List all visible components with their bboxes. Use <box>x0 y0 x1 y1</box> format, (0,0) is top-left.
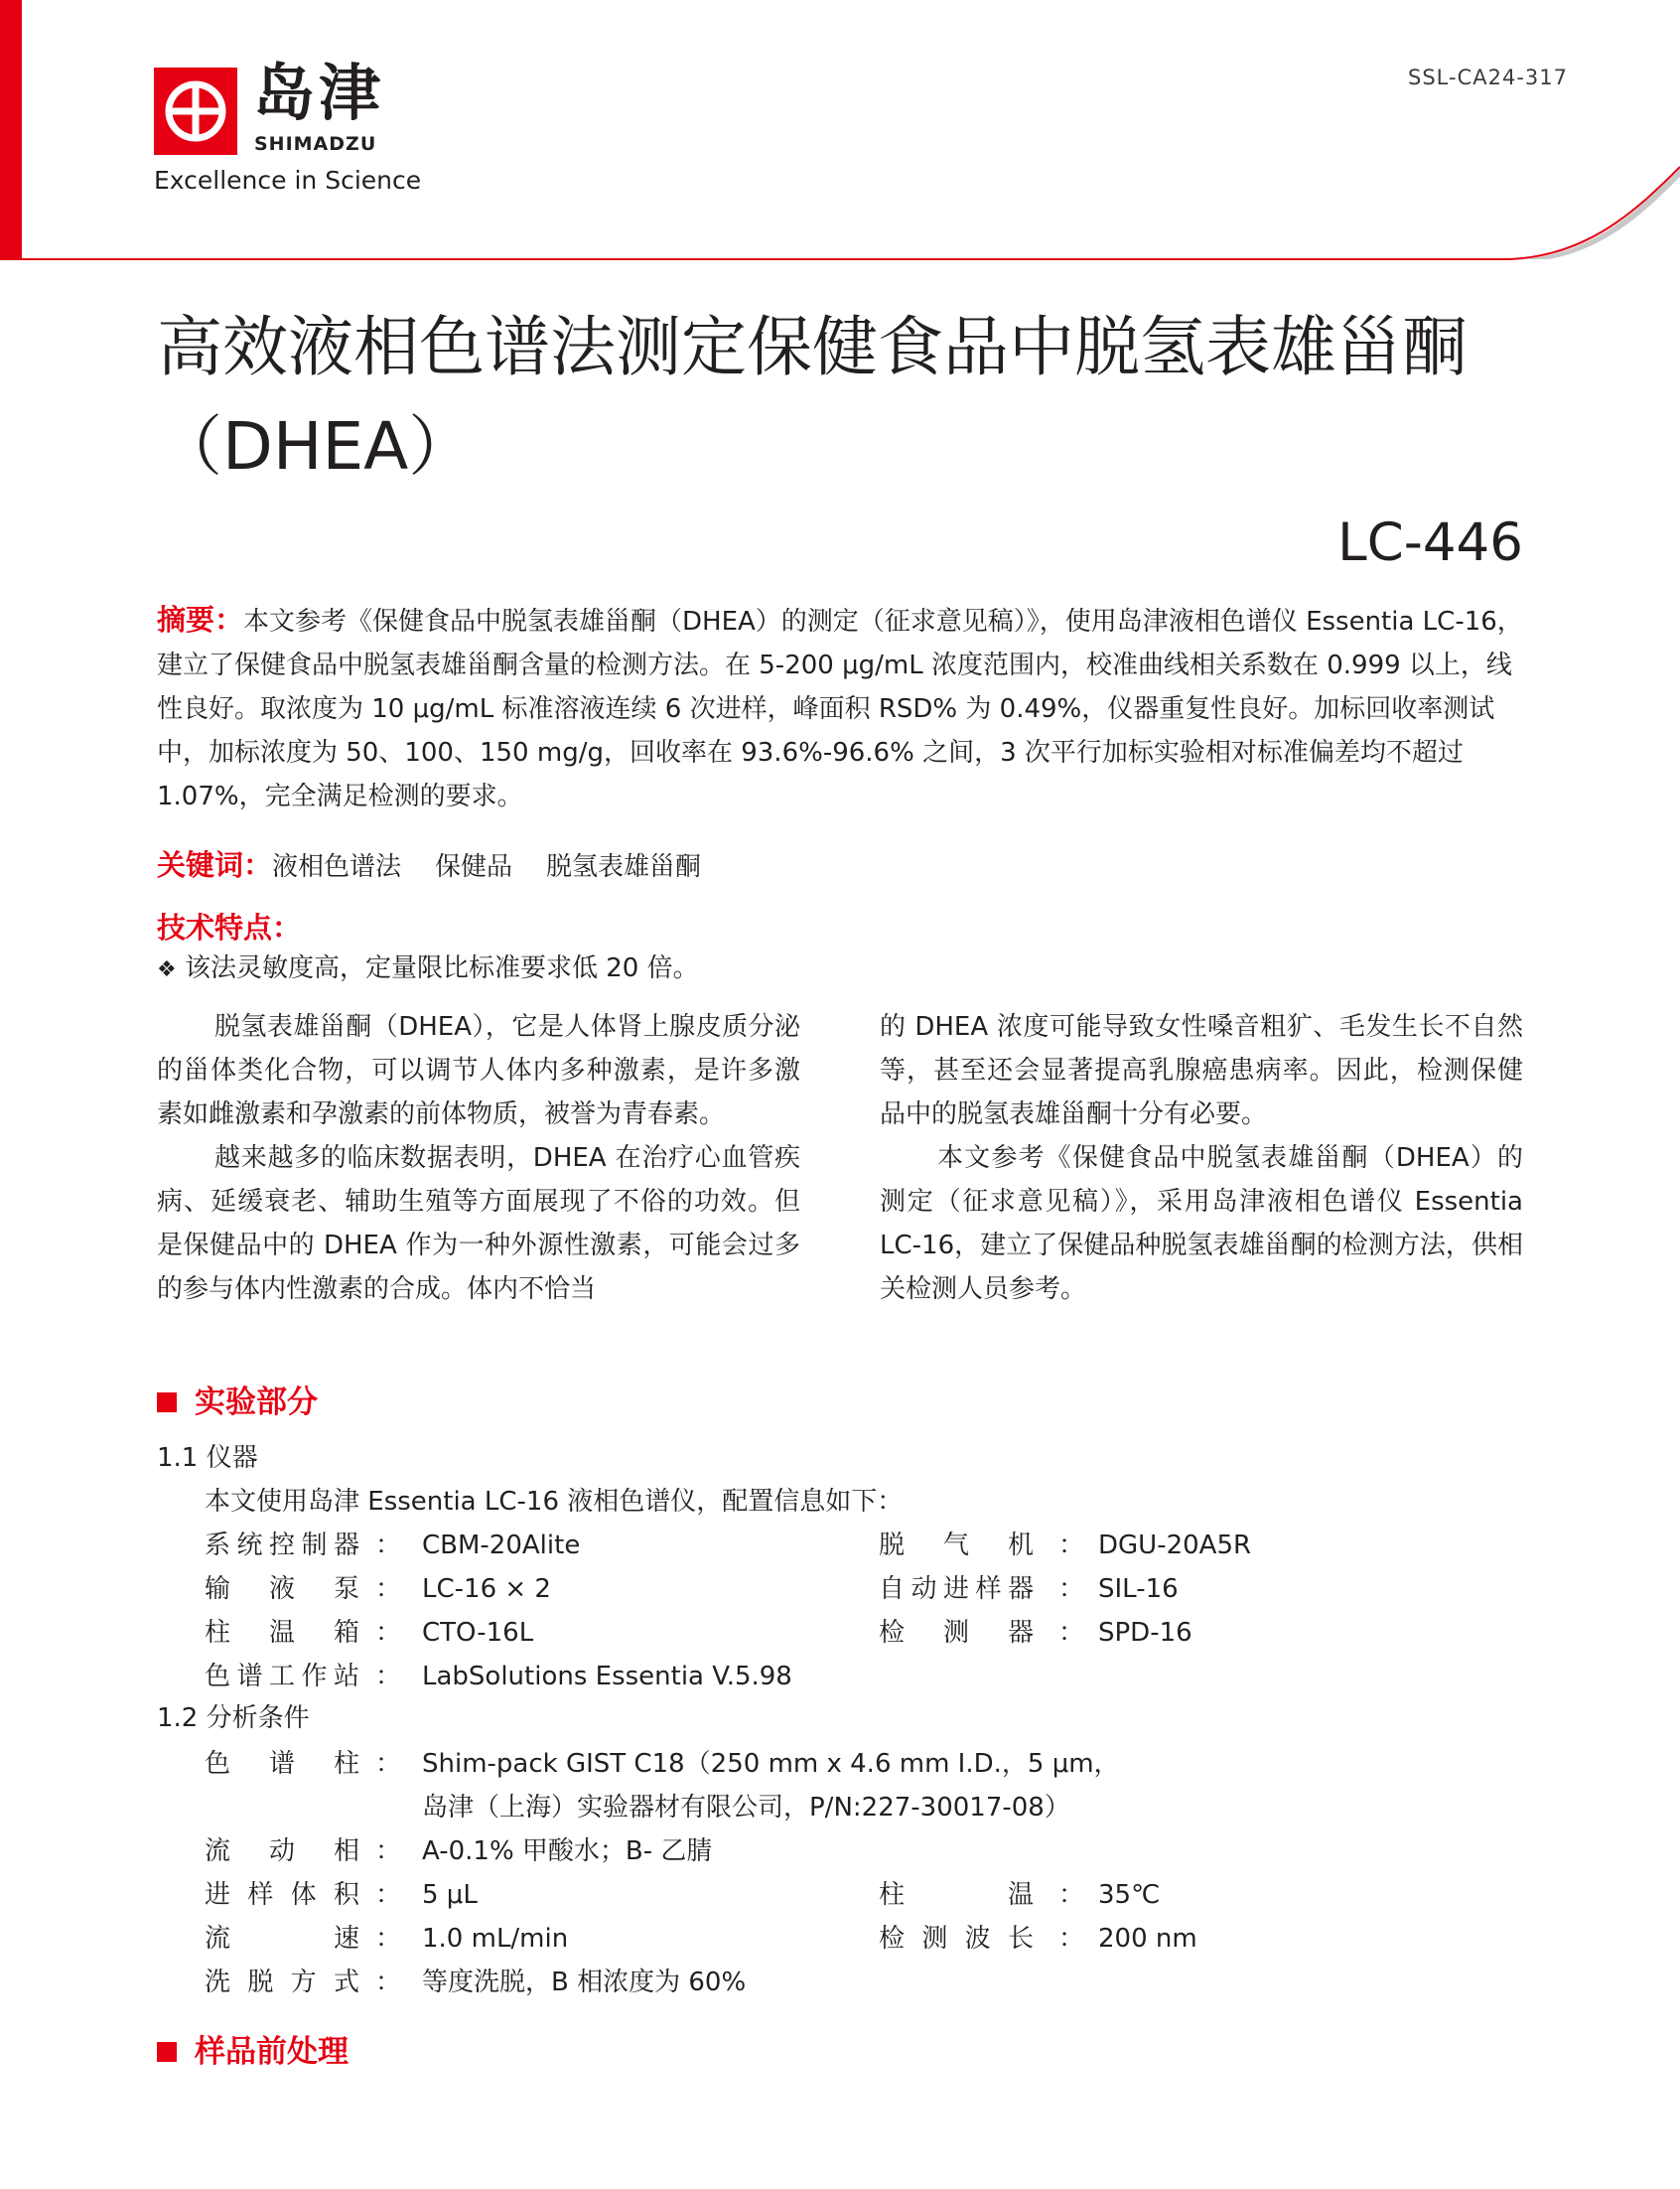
config-label: 进样体积 <box>205 1880 359 1910</box>
config-colon: ： <box>375 1968 402 1997</box>
config-value: LC-16 × 2 <box>422 1574 551 1604</box>
intro-left-column <box>157 1005 800 1311</box>
config-value: LabSolutions Essentia V.5.98 <box>422 1662 792 1691</box>
config-value: 岛津（上海）实验器材有限公司，P/N:227-30017-08） <box>422 1793 1070 1823</box>
config-label: 洗脱方式 <box>205 1968 359 1997</box>
config-label: 流动相 <box>205 1836 359 1866</box>
document-id: SSL-CA24-317 <box>1408 66 1568 89</box>
header-accent-bar <box>0 0 22 260</box>
config-colon: ： <box>1058 1574 1085 1604</box>
page-title: 高效液相色谱法测定保健食品中脱氢表雄甾酮（DHEA） <box>157 309 1468 485</box>
diamond-bullet-icon: ❖ <box>157 957 177 982</box>
config-value: 200 nm <box>1098 1924 1197 1954</box>
section-heading-sample-prep: 样品前处理 <box>157 2032 349 2072</box>
keyword-item: 脱氢表雄甾酮 <box>546 852 702 882</box>
keywords-label: 关键词： <box>157 848 273 882</box>
config-colon: ： <box>375 1749 402 1779</box>
config-value: A-0.1% 甲酸水；B- 乙腈 <box>422 1836 713 1866</box>
config-value: SPD-16 <box>1098 1618 1192 1648</box>
features-label: 技术特点： <box>157 911 302 945</box>
config-row <box>0 1917 1680 1961</box>
config-label: 柱温 <box>879 1880 1034 1910</box>
config-label: 色谱工作站 <box>205 1662 359 1691</box>
config-value: DGU-20A5R <box>1098 1531 1252 1560</box>
keywords <box>157 843 1527 889</box>
abstract-label: 摘要： <box>157 603 244 637</box>
section-heading-experiment: 实验部分 <box>157 1383 318 1422</box>
config-row <box>0 1655 1680 1698</box>
config-label: 检测波长 <box>879 1924 1034 1954</box>
config-value: CBM-20Alite <box>422 1531 581 1560</box>
keyword-item: 液相色谱法 <box>272 852 402 882</box>
config-value: Shim-pack GIST C18（250 mm x 4.6 mm I.D.，5 μm， <box>422 1749 1120 1779</box>
config-row <box>0 1742 1680 1786</box>
intro-right-column <box>880 1005 1523 1311</box>
config-label: 输液泵 <box>205 1574 359 1604</box>
feature-item <box>157 949 1527 990</box>
section-square-icon <box>157 1392 177 1412</box>
config-colon: ： <box>375 1836 402 1866</box>
keyword-item: 保健品 <box>435 852 513 882</box>
config-colon: ： <box>375 1531 402 1560</box>
config-row <box>0 1611 1680 1655</box>
config-label: 流速 <box>205 1924 359 1954</box>
config-colon: ： <box>375 1880 402 1910</box>
instrument-intro: 本文使用岛津 Essentia LC-16 液相色谱仪，配置信息如下： <box>205 1487 904 1517</box>
feature-text: 该法灵敏度高，定量限比标准要求低 20 倍。 <box>185 953 699 983</box>
config-colon: ： <box>375 1662 402 1691</box>
config-label: 色谱柱 <box>205 1749 359 1779</box>
config-label: 自动进样器 <box>879 1574 1034 1604</box>
config-colon: ： <box>1058 1618 1085 1648</box>
subsection-instrument: 1.1 仪器 <box>157 1443 258 1473</box>
abstract <box>157 598 1527 818</box>
config-value: CTO-16L <box>422 1618 534 1648</box>
config-row <box>0 1961 1680 2004</box>
config-colon: ： <box>1058 1531 1085 1560</box>
config-label: 检测器 <box>879 1618 1034 1648</box>
config-row <box>0 1786 1680 1829</box>
intro-paragraph: 脱氢表雄甾酮（DHEA），它是人体肾上腺皮质分泌的甾体类化合物，可以调节人体内多种激素，是许多激素如雌激素和孕激素的前体物质，被誉为青春素。 <box>157 1012 800 1129</box>
tagline: Excellence in Science <box>154 166 422 195</box>
abstract-text: 本文参考《保健食品中脱氢表雄甾酮（DHEA）的测定（征求意见稿）》，使用岛津液相色谱仪 Essentia LC-16，建立了保健食品中脱氢表雄甾酮含量的检测方法。在 5-200 μg/mL 浓度范围内，校准曲线相关系数在 0.999 以上，线性良好。取浓度为 10 μg/mL 标准溶液连续 6 次进样，峰面积 RSD% 为 0.49%，仪器重复性良好。加标回收率测试中，加标浓度为 50、100、150 mg/g，回收率在 93.6%-96.6% 之间，3 次平行加标实验相对标准偏差均不超过 1.07%，完全满足检测的要求。 <box>157 607 1523 811</box>
config-label: 系统控制器 <box>205 1531 359 1560</box>
logo-english-name: SHIMADZU <box>254 133 377 155</box>
intro-paragraph: 本文参考《保健食品中脱氢表雄甾酮（DHEA）的测定（征求意见稿）》，采用岛津液相色谱仪 Essentia LC-16，建立了保健品种脱氢表雄甾酮的检测方法，供相关检测人员参考。 <box>880 1143 1523 1304</box>
config-colon: ： <box>375 1618 402 1648</box>
config-colon: ： <box>375 1574 402 1604</box>
config-value: 1.0 mL/min <box>422 1924 569 1954</box>
features-heading <box>157 906 1527 951</box>
header-decoration <box>0 0 1680 268</box>
config-label: 柱温箱 <box>205 1618 359 1648</box>
config-value: SIL-16 <box>1098 1574 1179 1604</box>
config-colon: ： <box>1058 1880 1085 1910</box>
intro-paragraph: 越来越多的临床数据表明，DHEA 在治疗心血管疾病、延缓衰老、辅助生殖等方面展现了不俗的功效。但是保健品中的 DHEA 作为一种外源性激素，可能会过多的参与体内性激素的合成。体内不恰当 <box>157 1143 800 1304</box>
config-value: 35℃ <box>1098 1880 1161 1910</box>
section-square-icon <box>157 2042 177 2062</box>
config-row <box>0 1873 1680 1917</box>
application-code: LC-446 <box>1337 512 1523 573</box>
config-value: 5 μL <box>422 1880 478 1910</box>
config-row <box>0 1829 1680 1873</box>
config-value: 等度洗脱，B 相浓度为 60% <box>422 1968 747 1997</box>
config-colon: ： <box>1058 1924 1085 1954</box>
shimadzu-mark-icon <box>154 68 237 155</box>
subsection-conditions: 1.2 分析条件 <box>157 1703 310 1733</box>
intro-paragraph: 的 DHEA 浓度可能导致女性嗓音粗犷、毛发生长不自然等，甚至还会显著提高乳腺癌患病率。因此，检测保健品中的脱氢表雄甾酮十分有必要。 <box>880 1012 1523 1129</box>
logo-chinese-name: 岛津 <box>253 57 385 129</box>
config-colon: ： <box>375 1924 402 1954</box>
config-label: 脱气机 <box>879 1531 1034 1560</box>
config-row <box>0 1567 1680 1611</box>
config-row <box>0 1524 1680 1567</box>
